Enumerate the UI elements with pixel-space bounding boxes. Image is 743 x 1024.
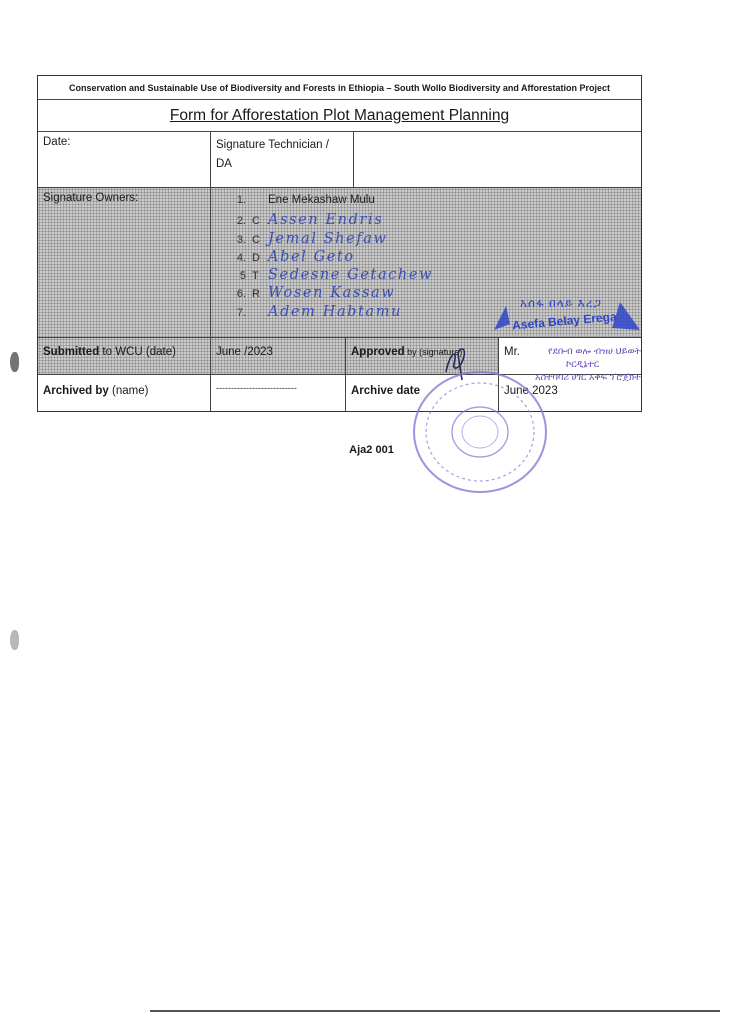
- owner-signature: Abel Geto: [268, 248, 355, 265]
- name-stamp: [492, 296, 642, 336]
- signature-technician-field[interactable]: [353, 132, 641, 187]
- archive-date-label: Archive date: [345, 375, 498, 411]
- owner-signature: Wosen Kassaw: [268, 285, 396, 302]
- archive-date-field[interactable]: June 2023: [498, 375, 641, 411]
- owner-entry: 2. C Assen Endris: [236, 212, 384, 229]
- form-title-row: [38, 99, 641, 131]
- document-code: Aja2 001: [349, 444, 394, 456]
- owner-signature: Adem Habtamu: [268, 303, 403, 320]
- stamp-amharic-name: አሰፋ በላይ እረጋ: [520, 296, 602, 310]
- scan-hole-mark: [10, 352, 19, 372]
- owner-entry: 1. Ene Mekashaw Mulu: [236, 194, 375, 206]
- project-title-row: [38, 76, 641, 99]
- official-round-stamp: [410, 368, 550, 496]
- owner-entry: 7. Adem Habtamu: [236, 303, 403, 320]
- owner-entry: 4. D Abel Geto: [236, 248, 355, 265]
- approved-label: Approved by (signature): [345, 338, 498, 374]
- approval-stamp-text: የደቡብ ወሎ ብዝሀ ህይወት ኮርዲኔተር አስተባባሪ ሀገር አቀፍ ፕሮጀክት: [535, 346, 641, 383]
- scan-edge-line: [150, 1010, 720, 1012]
- submitted-label: Submitted to WCU (date): [38, 338, 210, 374]
- scan-hole-mark: [10, 630, 19, 650]
- owner-entry: 3. C Jemal Shefaw: [236, 230, 388, 247]
- owner-name: Ene Mekashaw Mulu: [268, 194, 375, 206]
- owner-entry: 5 T Sedesne Getachew: [239, 267, 434, 284]
- owner-signature: Jemal Shefaw: [268, 230, 388, 247]
- owner-signature: Sedesne Getachew: [268, 267, 434, 284]
- signature-technician-label: Signature Technician / DA: [210, 132, 353, 187]
- submitted-date-field[interactable]: June /2023: [210, 338, 345, 374]
- archived-by-label: Archived by (name): [43, 385, 149, 397]
- approved-signature-field[interactable]: Mr.: [498, 338, 641, 374]
- archived-by-field[interactable]: ---------------------------: [210, 375, 345, 411]
- form-title: Form for Afforestation Plot Management Planning: [169, 106, 510, 124]
- stamp-latin-name: Asefa Belay Erega: [511, 309, 618, 333]
- owner-entry: 6. R Wosen Kassaw: [236, 285, 396, 302]
- project-title: Conservation and Sustainable Use of Biodiversity and Forests in Ethiopia – South Wollo Biodiversity and Afforestation Project: [68, 82, 611, 93]
- date-signature-row: [38, 131, 641, 187]
- owner-signature: Assen Endris: [268, 212, 384, 229]
- signature-owners-label: Signature Owners:: [38, 188, 210, 337]
- date-label: Date:: [43, 136, 71, 148]
